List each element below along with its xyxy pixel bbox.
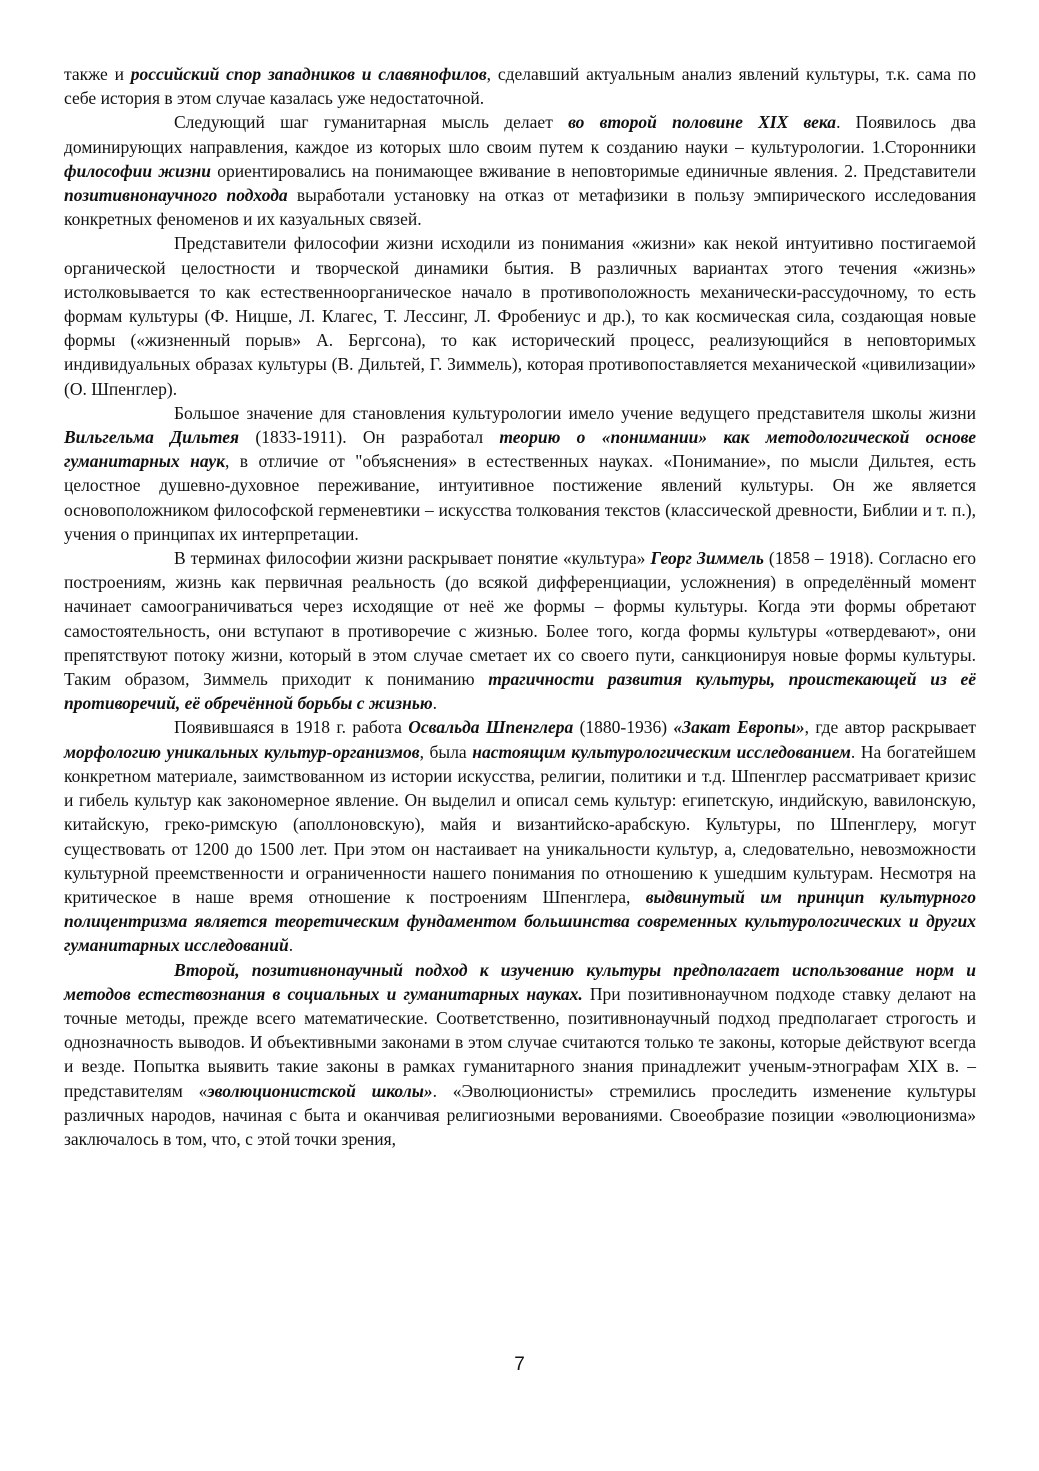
emphasis-run: Освальда Шпенглера [408, 717, 574, 738]
emphasis-run: теорию о «понимании» как методологической основе гуманитарных наук [64, 427, 976, 472]
text-run: . [288, 935, 294, 956]
paragraph-simmel [64, 546, 976, 715]
page-number: 7 [514, 1354, 525, 1375]
text-run: . [432, 693, 438, 714]
text-run: (1858 – 1918). Согласно его построениям, жизнь как первичная реальность (до всякой дифференциации, усложнения) в определённый момент начинает самоограничиваться через исходящие от неё же формы – формы культуры. Когда эти формы обретают самостоятельность, они вступают в противоречие с жизнью. Более того, когда формы культуры «отвердевают», они препятствуют потоку жизни, который в этом случае сметает их со своего пути, санкционируя новые формы культуры. Таким образом, Зиммель приходит к пониманию [64, 548, 976, 690]
text-run: (1833-1911). Он разработал [239, 427, 500, 448]
text-run: выработали установку на отказ от метафизики в пользу эмпирического исследования конкретных феноменов и их казуальных связей. [64, 185, 976, 230]
document-page [64, 62, 976, 1151]
text-run: . Появилось два доминирующих направления, каждое из которых шло своим путем к созданию науки – культурологии. 1.Сторонники [64, 112, 977, 157]
emphasis-run: философии жизни [64, 160, 212, 181]
emphasis-run: эволюционистской школы» [207, 1080, 433, 1101]
emphasis-run: во второй половине XIX века [568, 112, 837, 133]
text-run: , в отличие от "объяснения» в естественных науках. «Понимание», по мысли Дильтея, есть целостное душевно-духовное переживание, интуитивное постижение явлений культуры. Он же является основоположником философской герменевтики – искусства толкования текстов (классической древности, Библии и т. п.), учения о принципах их интерпретации. [64, 451, 976, 544]
text-run: При позитивнонаучном подходе ставку делают на точные методы, прежде всего математические. Соответственно, позитивнонаучный подход предполагает строгость и однозначность выводов. И объективными законами в этом случае считаются только те законы, которые действуют всегда и везде. Попытка выявить такие законы в рамках гуманитарного знания принадлежит ученым-этнографам XIX в. – представителям « [64, 983, 976, 1101]
paragraph-spengler [64, 715, 976, 957]
emphasis-run: морфологию уникальных культур-организмов [64, 741, 420, 762]
emphasis-run: Второй, позитивнонаучный подход к изучению культуры предполагает использование норм и методов естествознания в социальных и гуманитарных науках. [64, 959, 976, 1004]
emphasis-run: Вильгельма Дильтея [64, 427, 240, 448]
text-run: В терминах философии жизни раскрывает понятие «культура» [174, 548, 651, 569]
paragraph-next-step [64, 110, 976, 231]
text-run: Большое значение для становления культурологии имело учение ведущего представителя школы жизни [174, 402, 976, 423]
text-run: также и [64, 64, 131, 84]
text-run: , где автор раскрывает [804, 717, 976, 738]
text-run: , была [419, 741, 473, 762]
emphasis-run: выдвинутый им принцип культурного полицентризма является теоретическим фундаментом большинства современных культурологических и других гуманитарных исследований [64, 886, 976, 956]
text-run: . «Эволюционисты» стремились проследить изменение культуры различных народов, начиная с быта и оканчивая религиозными верованиями. Своеобразие позиции «эволюционизма» заключалось в том, что, с этой точки зрения, [64, 1080, 976, 1149]
paragraph-western-slavophile [64, 62, 976, 110]
text-run: Представители философии жизни исходили из понимания «жизни» как некой интуитивно постигаемой органической целостности и творческой динамики бытия. В различных вариантах этого течения «жизнь» истолковывается то как естественноорганическое начало в противоположность механически-рассудочному, то есть формам культуры (Ф. Ницше, Л. Клагес, Т. Лессинг, Л. Фробениус и др.), то как космическая сила, создающая новые формы («жизненный порыв» А. Бергсона), то как исторический процесс, реализующийся в неповторимых индивидуальных образах культуры (В. Дильтей, Г. Зиммель), которая противопоставляется механической «цивилизации» (О. Шпенглер). [64, 233, 976, 399]
emphasis-run: позитивнонаучного подхода [64, 185, 288, 206]
text-run: (1880-1936) [573, 717, 674, 738]
emphasis-run: настоящим культурологическим исследованием [472, 741, 851, 762]
emphasis-run: российский спор западников и славянофилов [130, 64, 487, 84]
emphasis-run: трагичности развития культуры, проистекающей из её противоречий, её обречённой борьбы с жизнью [64, 669, 976, 714]
text-run: Появившаяся в 1918 г. работа [174, 717, 409, 738]
text-run: . На богатейшем конкретном материале, заимствованном из истории искусства, религии, политики и т.д. Шпенглер рассматривает кризис и гибель культур как закономерное явление. Он выделил и описал семь культур: египетскую, индийскую, вавилонскую, китайскую, греко-римскую (аполлоновскую), майя и византийско-арабскую. Культуры, по Шпенглеру, могут существовать от 1200 до 1500 лет. При этом он настаивает на уникальности культур, а, следовательно, невозможности культурной преемственности и ограниченности нашего понимания по отношению к ушедшим культурам. Несмотря на критическое в наше время отношение к построениям Шпенглера, [64, 741, 976, 907]
text-run: ориентировались на понимающее вживание в неповторимые единичные явления. 2. Представители [211, 160, 976, 181]
paragraph-philosophy-of-life [64, 231, 976, 400]
text-run: , сделавший актуальным анализ явлений культуры, т.к. сама по себе история в этом случае казалась уже недостаточной. [64, 64, 976, 109]
emphasis-run: «Закат Европы» [673, 717, 805, 738]
paragraph-positivist-approach [64, 958, 976, 1152]
emphasis-run: Георг Зиммель [650, 548, 764, 569]
paragraph-dilthey [64, 401, 976, 546]
text-run: Следующий шаг гуманитарная мысль делает [174, 112, 569, 133]
